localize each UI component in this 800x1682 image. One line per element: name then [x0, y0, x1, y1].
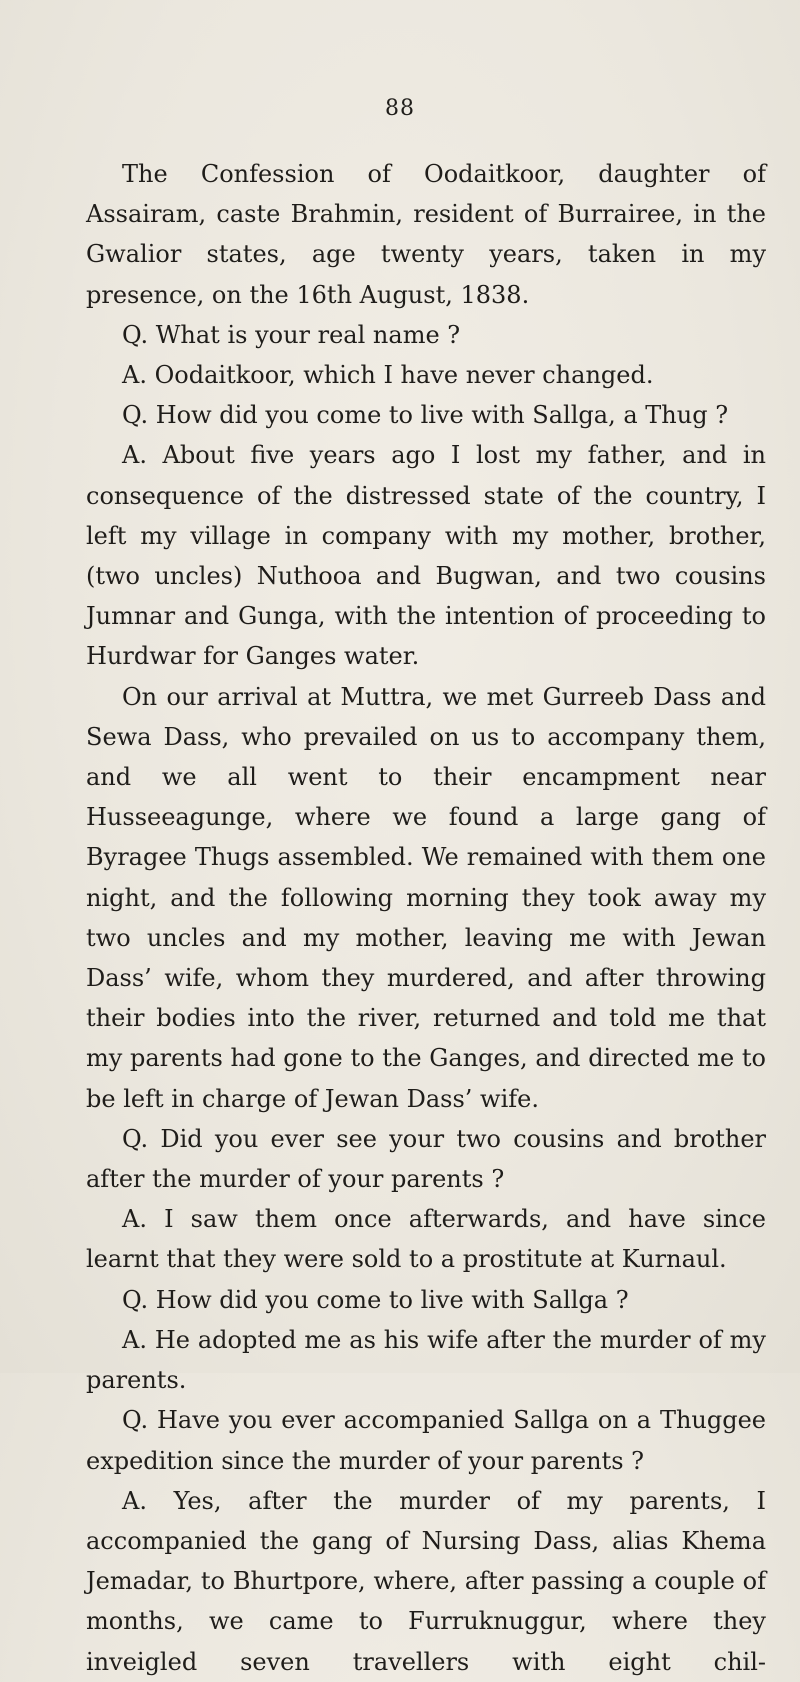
answer-journey: A. About five years ago I lost my father, and in consequence of the distressed state of the country, I left my village in company with my mother, brother, (two uncles) Nuthooa and Bugwan, and two cousins Jumnar and Gunga, with the intention of proceeding to Hurdwar for Ganges water.: [86, 441, 766, 671]
answer-cousins-brother: A. I saw them once afterwards, and have since learnt that they were sold to a prostitute at Kurnaul.: [86, 1205, 766, 1274]
page-number: 88: [385, 96, 415, 121]
question-real-name: Q. What is your real name ?: [122, 320, 461, 349]
question-expedition: Q. Have you ever accompanied Sallga on a Thuggee expedition since the murder of your parents ?: [86, 1406, 766, 1475]
question-live-with-sallga-thug: Q. How did you come to live with Sallga, a Thug ?: [122, 401, 729, 430]
answer-real-name: A. Oodaitkoor, which I have never changed.: [122, 361, 654, 390]
paragraph-muttra: On our arrival at Muttra, we met Gurreeb Dass and Sewa Dass, who prevailed on us to accompany them, and we all went to their encampment near Husseeagunge, where we found a large gang of Byragee Thugs assembled. We remained with them one night, and the following morning they took away my two uncles and my mother, leaving me with Jewan Dass’ wife, whom they murdered, and after throwing their bodies into the river, returned and told me that my parents had gone to the Ganges, and directed me to be left in charge of Jewan Dass’ wife.: [86, 682, 766, 1113]
question-live-with-sallga: Q. How did you come to live with Sallga ?: [122, 1285, 629, 1314]
paragraph-intro: The Confession of Oodaitkoor, daughter of Assairam, caste Brahmin, resident of Burrairee, in the Gwalior states, age twenty years, taken in my presence, on the 16th August, 1838.: [86, 160, 766, 309]
answer-expedition: A. Yes, after the murder of my parents, I accompanied the gang of Nursing Dass, alias Khema Jemadar, to Bhurtpore, where, after passing a couple of months, we came to Furruknuggur, where they inveigled seven travellers with eight chil-: [86, 1486, 766, 1676]
answer-adopted: A. He adopted me as his wife after the murder of my parents.: [86, 1325, 766, 1395]
page-body: [86, 154, 766, 1682]
question-cousins-brother: Q. Did you ever see your two cousins and brother after the murder of your parents ?: [86, 1124, 766, 1194]
